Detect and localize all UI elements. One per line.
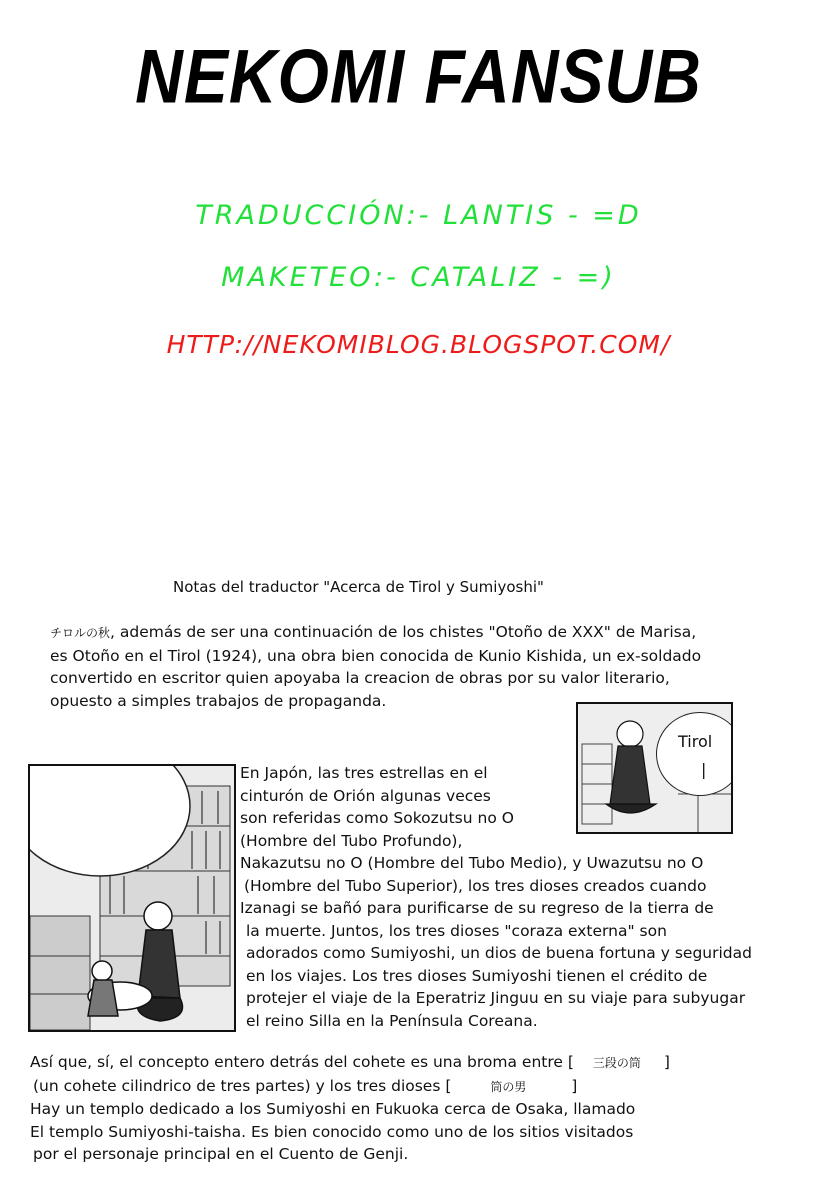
manga-panel-library xyxy=(28,764,236,1032)
para3-line: Así que, sí, el concepto entero detrás del cohete es una broma entre [ xyxy=(30,1053,574,1071)
para2-line: el reino Silla en la Península Coreana. xyxy=(246,1011,538,1030)
para2-line: En Japón, las tres estrellas en el xyxy=(240,764,488,782)
japanese-term: 三段の筒 xyxy=(592,1056,641,1070)
bubble-mark: | xyxy=(701,760,707,779)
para1-line: , además de ser una continuación de los chistes "Otoño de XXX" de Marisa, xyxy=(110,623,697,641)
para2-line: (Hombre del Tubo Superior), los tres dioses creados cuando xyxy=(244,876,707,895)
para2-line: en los viajes. Los tres dioses Sumiyoshi tienen el crédito de xyxy=(246,966,708,985)
credit-translation: TRADUCCIÓN:- LANTIS - =D xyxy=(195,200,642,231)
para2-line: cinturón de Orión algunas veces xyxy=(240,786,491,805)
para1-line: es Otoño en el Tirol (1924), una obra bien conocida de Kunio Kishida, un ex-soldado xyxy=(50,646,702,665)
bracket: ] xyxy=(571,1076,578,1095)
para2-line: (Hombre del Tubo Profundo), xyxy=(240,831,463,850)
para2-line: la muerte. Juntos, los tres dioses "coraza externa" son xyxy=(246,921,667,940)
note-paragraph-1 xyxy=(50,621,701,712)
bubble-text: Tirol xyxy=(678,732,713,751)
para2-line: protejer el viaje de la Eperatriz Jinguu en su viaje para subyugar xyxy=(246,989,746,1007)
japanese-term: チロルの秋 xyxy=(50,626,111,640)
para3-line: (un cohete cilindrico de tres partes) y los tres dioses [ xyxy=(33,1076,452,1095)
note-paragraph-3 xyxy=(30,1051,670,1166)
para3-line: por el personaje principal en el Cuento de Genji. xyxy=(33,1145,409,1163)
note-paragraph-2 xyxy=(240,762,752,1032)
para1-line: opuesto a simples trabajos de propaganda. xyxy=(50,691,387,710)
blog-url[interactable]: HTTP://NEKOMIBLOG.BLOGSPOT.COM/ xyxy=(166,330,671,359)
bracket: ] xyxy=(663,1053,670,1071)
japanese-term: 筒の男 xyxy=(490,1079,527,1094)
credit-typesetting: MAKETEO:- CATALIZ - =) xyxy=(221,262,616,293)
para2-line: adorados como Sumiyoshi, un dios de buena fortuna y seguridad xyxy=(246,944,752,962)
para2-line: son referidas como Sokozutsu no O xyxy=(240,809,514,827)
para1-line: convertido en escritor quien apoyaba la creacion de obras por su valor literario, xyxy=(50,669,670,687)
para2-line: Izanagi se bañó para purificarse de su regreso de la tierra de xyxy=(240,899,714,917)
library-illustration xyxy=(30,766,234,1030)
para2-line: Nakazutsu no O (Hombre del Tubo Medio), y Uwazutsu no O xyxy=(240,854,704,872)
para3-line: Hay un templo dedicado a los Sumiyoshi en Fukuoka cerca de Osaka, llamado xyxy=(30,1100,636,1118)
fansub-title: NEKOMI FANSUB xyxy=(135,33,702,119)
notes-title: Notas del traductor "Acerca de Tirol y Sumiyoshi" xyxy=(173,578,544,596)
para3-line: El templo Sumiyoshi-taisha. Es bien conocido como uno de los sitios visitados xyxy=(30,1122,634,1141)
